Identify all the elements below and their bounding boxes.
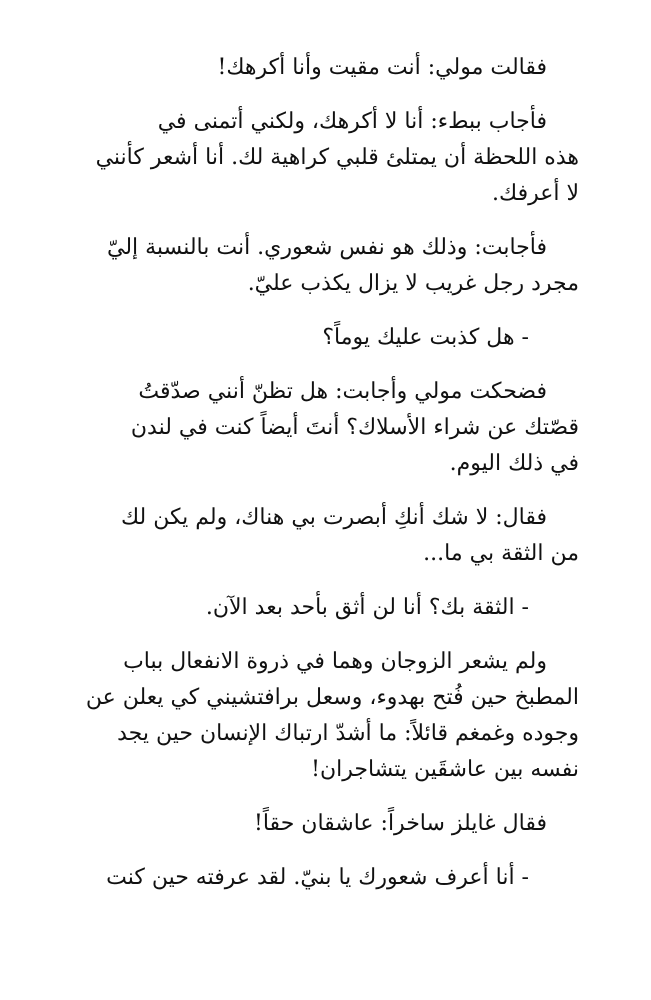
paragraph-8 [72, 644, 579, 788]
text-line: من الثقة بي ما... [423, 541, 579, 566]
paragraph-3 [72, 230, 579, 302]
dialog-line-3 [72, 860, 579, 896]
text-line: - الثقة بك؟ أنا لن أثق بأحد بعد الآن. [205, 595, 529, 620]
text-line: - أنا أعرف شعورك يا بنيّ. لقد عرفته حين كنت [106, 865, 529, 890]
text-line: فأجاب ببطء: أنا لا أكرهك، ولكني أتمنى في [157, 109, 547, 134]
dialog-line-2 [72, 590, 579, 626]
text-line: فقال: لا شك أنكِ أبصرت بي هناك، ولم يكن لك [120, 505, 547, 530]
text-line: فقالت مولي: أنت مقيت وأنا أكرهك! [217, 55, 547, 80]
text-line: نفسه بين عاشقَين يتشاجران! [311, 757, 579, 782]
text-line: - هل كذبت عليك يوماً؟ [322, 325, 529, 350]
text-line: فأجابت: وذلك هو نفس شعوري. أنت بالنسبة إليّ [106, 235, 547, 260]
paragraph-2 [72, 104, 579, 212]
text-line: قصّتك عن شراء الأسلاك؟ أنتَ أيضاً كنت في لندن [130, 415, 579, 440]
text-line: لا أعرفك. [492, 181, 579, 206]
paragraph-5 [72, 374, 579, 482]
text-line: مجرد رجل غريب لا يزال يكذب عليّ. [247, 271, 579, 296]
text-line: هذه اللحظة أن يمتلئ قلبي كراهية لك. أنا أشعر كأنني [95, 145, 579, 170]
text-line: وجوده وغمغم قائلاً: ما أشدّ ارتباك الإنسان حين يجد [117, 721, 579, 746]
text-line: فقال غايلز ساخراً: عاشقان حقاً! [254, 811, 547, 836]
text-line: في ذلك اليوم. [449, 451, 579, 476]
text-line: المطبخ حين فُتح بهدوء، وسعل برافتشيني كي يعلن عن [85, 685, 579, 710]
paragraph-1 [72, 50, 579, 86]
text-line: فضحكت مولي وأجابت: هل تظنّ أنني صدّقتُ [138, 379, 547, 404]
text-line: ولم يشعر الزوجان وهما في ذروة الانفعال بباب [123, 649, 547, 674]
dialog-line-1 [72, 320, 579, 356]
paragraph-9 [72, 806, 579, 842]
paragraph-6 [72, 500, 579, 572]
